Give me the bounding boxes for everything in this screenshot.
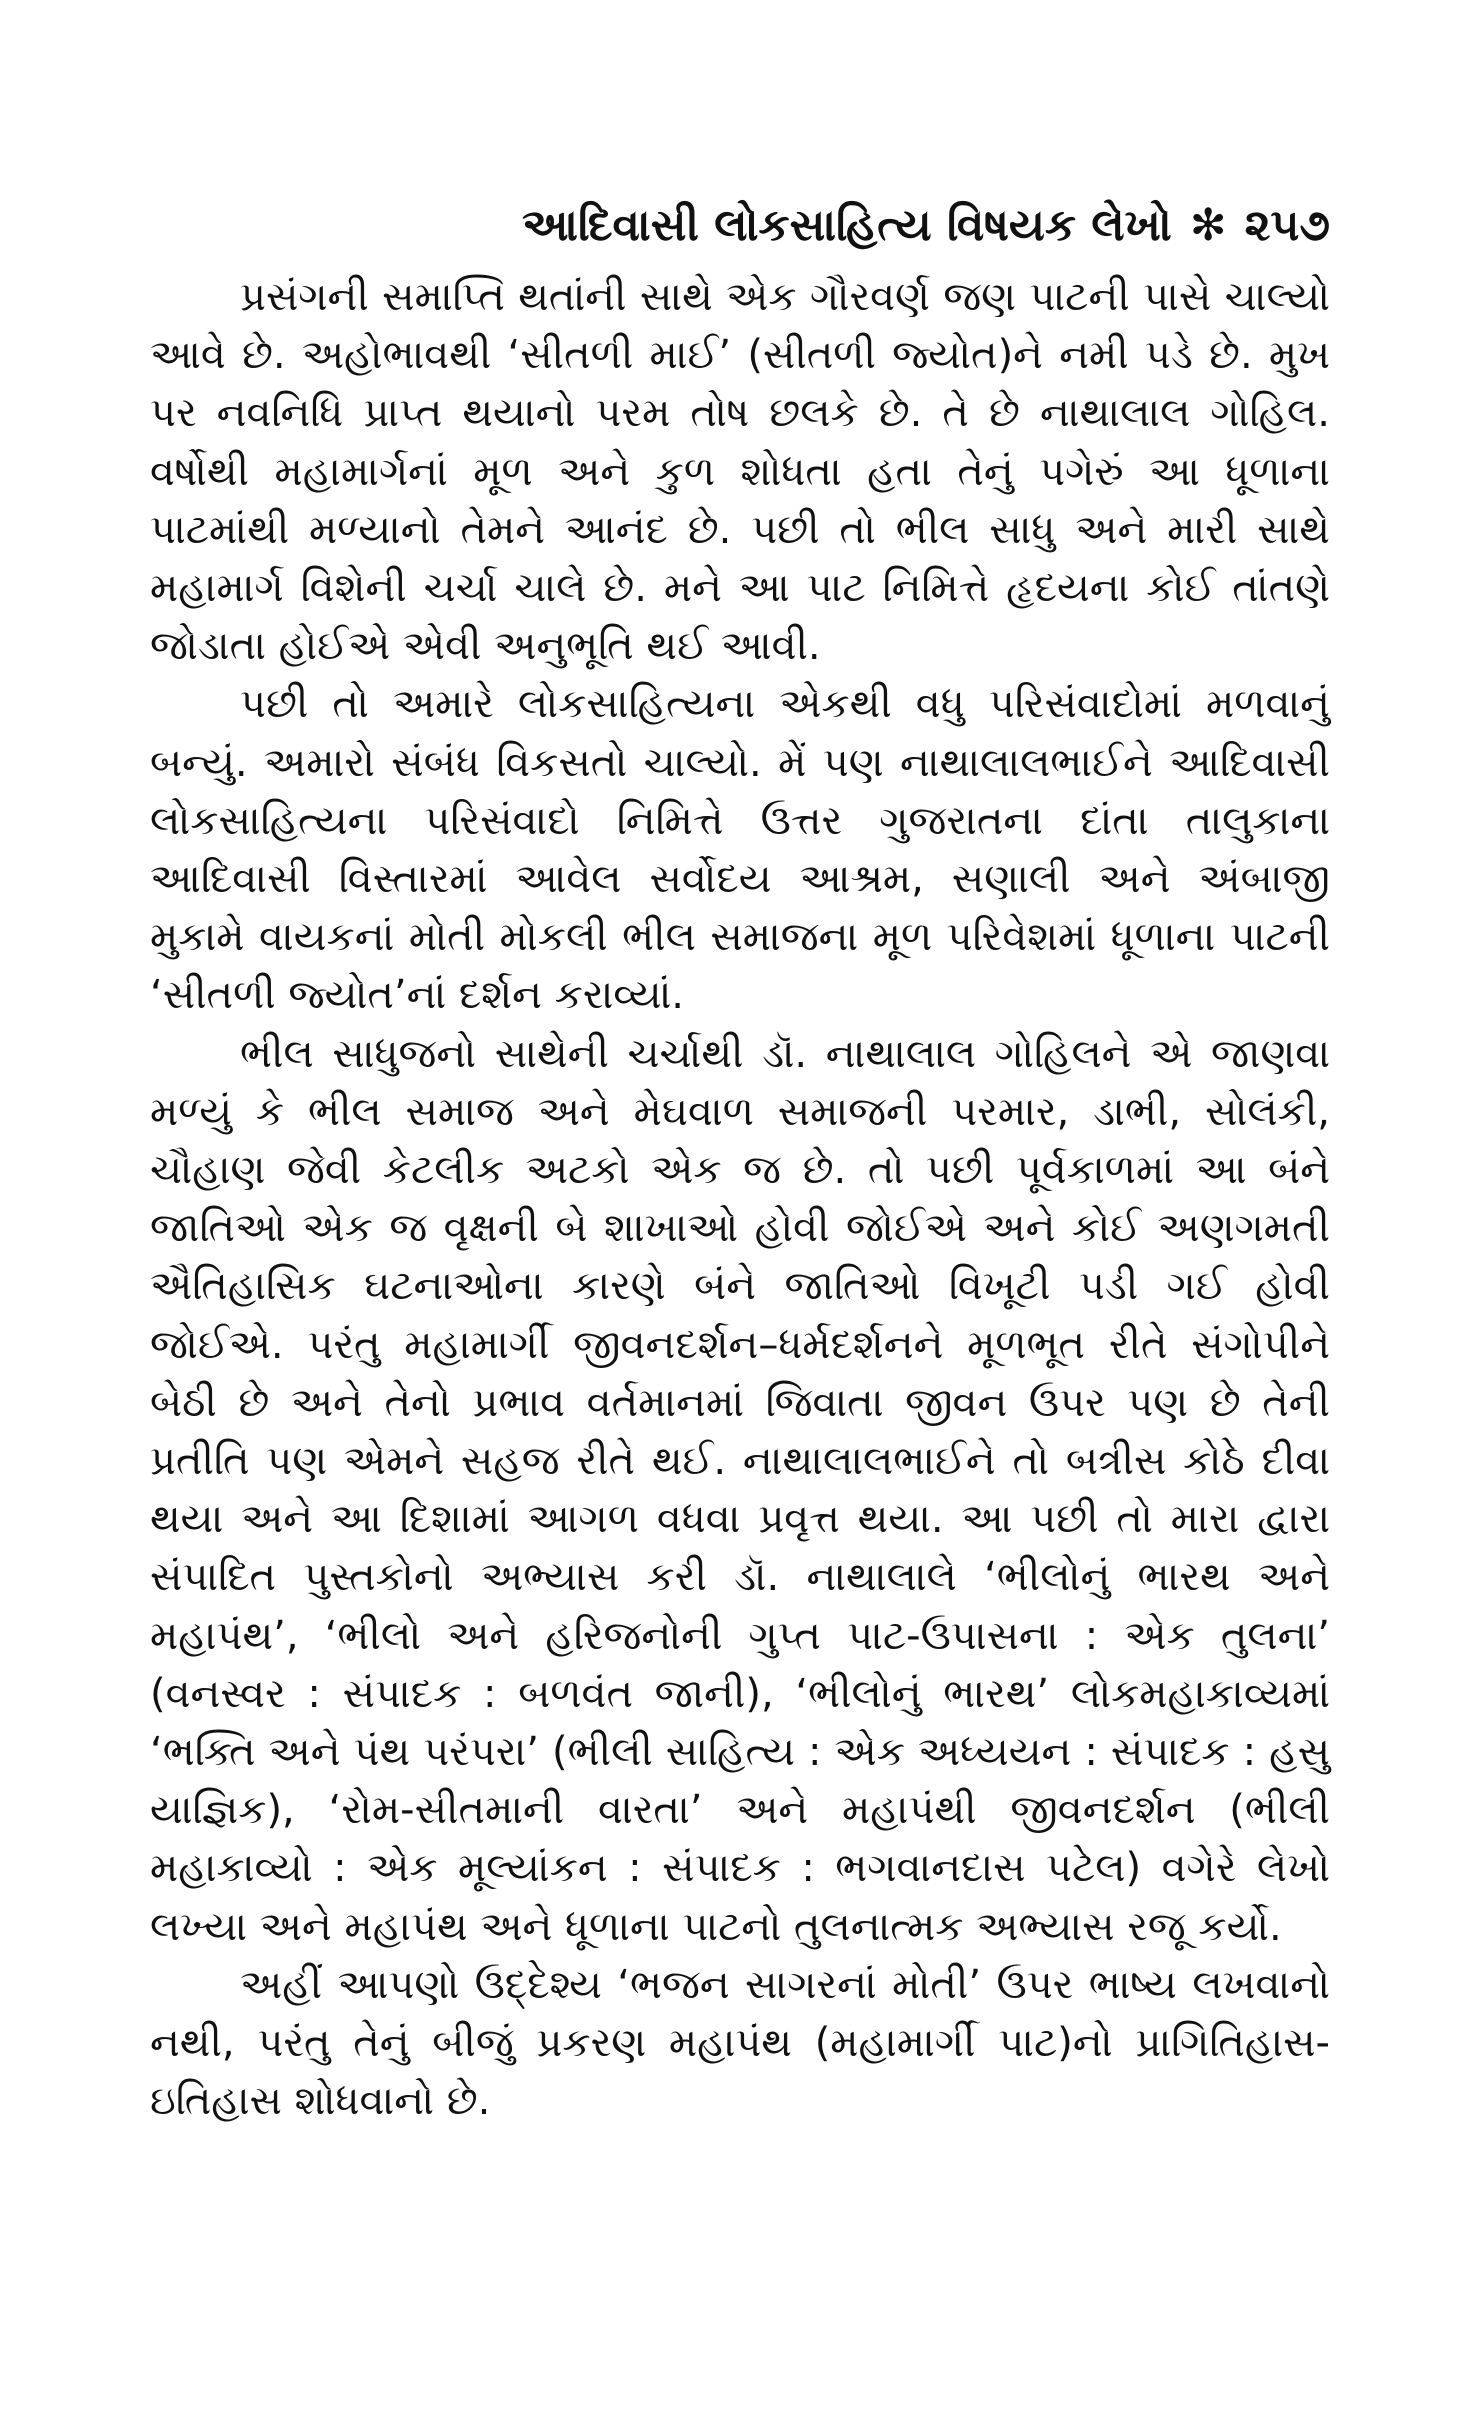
paragraph-1: પ્રસંગની સમાપ્તિ થતાંની સાથે એક ગૌરવર્ણ જણ પાટની પાસે ચાલ્યો આવે છે. અહોભાવથી ‘સીતળી માઈ’ (સીતળી જ્યોત)ને નમી પડે છે. મુખ પર નવનિધિ પ્રાપ્ત થયાનો પરમ તોષ છલકે છે. તે છે નાથાલાલ ગોહિલ. વર્ષોથી મહામાર્ગનાં મૂળ અને કુળ શોધતા હતા તેનું પગેરું આ ધૂળાના પાટમાંથી મળ્યાનો તેમને આનંદ છે. પછી તો ભીલ સાધુ અને મારી સાથે મહામાર્ગ વિશેની ચર્ચા ચાલે છે. મને આ પાટ નિમિત્તે હૃદયના કોઈ તાંતણે જોડાતા હોઈએ એવી અનુભૂતિ થઈ આવી. xyxy=(150,274,1330,670)
body-text xyxy=(150,268,1330,2131)
paragraph-3: ભીલ સાધુજનો સાથેની ચર્ચાથી ડૉ. નાથાલાલ ગોહિલને એ જાણવા મળ્યું કે ભીલ સમાજ અને મેઘવાળ સમાજની પરમાર, ડાભી, સોલંકી, ચૌહાણ જેવી કેટલીક અટકો એક જ છે. તો પછી પૂર્વકાળમાં આ બંને જાતિઓ એક જ વૃક્ષની બે શાખાઓ હોવી જોઈએ અને કોઈ અણગમતી ઐતિહાસિક ઘટનાઓના કારણે બંને જાતિઓ વિખૂટી પડી ગઈ હોવી જોઈએ. પરંતુ મહામાર્ગી જીવનદર્શન–ધર્મદર્શનને મૂળભૂત રીતે સંગોપીને બેઠી છે અને તેનો પ્રભાવ વર્તમાનમાં જિવાતા જીવન ઉપર પણ છે તેની પ્રતીતિ પણ એમને સહજ રીતે થઈ. નાથાલાલભાઈને તો બત્રીસ કોઠે દીવા થયા અને આ દિશામાં આગળ વધવા પ્રવૃત્ત થયા. આ પછી તો મારા દ્વારા સંપાદિત પુસ્તકોનો અભ્યાસ કરી ડૉ. નાથાલાલે ‘ભીલોનું ભારથ અને મહાપંથ’, ‘ભીલો અને હરિજનોની ગુપ્ત પાટ-ઉપાસના : એક તુલના’ (વનસ્વર : સંપાદક : બળવંત જાની), ‘ભીલોનું ભારથ’ લોકમહાકાવ્યમાં ‘ભક્તિ અને પંથ પરંપરા’ (ભીલી સાહિત્ય : એક અધ્યયન : સંપાદક : હસુ યાજ્ઞિક), ‘રોમ-સીતમાની વારતા’ અને મહાપંથી જીવનદર્શન (ભીલી મહાકાવ્યો : એક મૂલ્યાંકન : સંપાદક : ભગવાનદાસ પટેલ) વગેરે લેખો લખ્યા અને મહાપંથ અને ધૂળાના પાટનો તુલનાત્મક અભ્યાસ રજૂ કર્યો. xyxy=(150,1030,1330,1950)
asterisk-separator-icon: ✻ xyxy=(1189,200,1227,251)
paragraph-2: પછી તો અમારે લોકસાહિત્યના એકથી વધુ પરિસંવાદોમાં મળવાનું બન્યું. અમારો સંબંધ વિકસતો ચાલ્યો. મેં પણ નાથાલાલભાઈને આદિવાસી લોકસાહિત્યના પરિસંવાદો નિમિત્તે ઉત્તર ગુજરાતના દાંતા તાલુકાના આદિવાસી વિસ્તારમાં આવેલ સર્વોદય આશ્રમ, સણાલી અને અંબાજી મુકામે વાયકનાં મોતી મોકલી ભીલ સમાજના મૂળ પરિવેશમાં ધૂળાના પાટની ‘સીતળી જ્યોત’નાં દર્શન કરાવ્યાં. xyxy=(150,681,1330,1019)
running-header xyxy=(150,196,1330,256)
chapter-title: આદિવાસી લોકસાહિત્ય વિષયક લેખો xyxy=(522,200,1172,251)
paragraph-4: અહીં આપણો ઉદ્દેશ્ય ‘ભજન સાગરનાં મોતી’ ઉપર ભાષ્ય લખવાનો નથી, પરંતુ તેનું બીજું પ્રકરણ મહાપંથ (મહામાર્ગી પાટ)નો પ્રાગિતિહાસ-ઇતિહાસ શોધવાનો છે. xyxy=(150,1961,1330,2125)
page-number: ૨૫૭ xyxy=(1244,200,1330,251)
